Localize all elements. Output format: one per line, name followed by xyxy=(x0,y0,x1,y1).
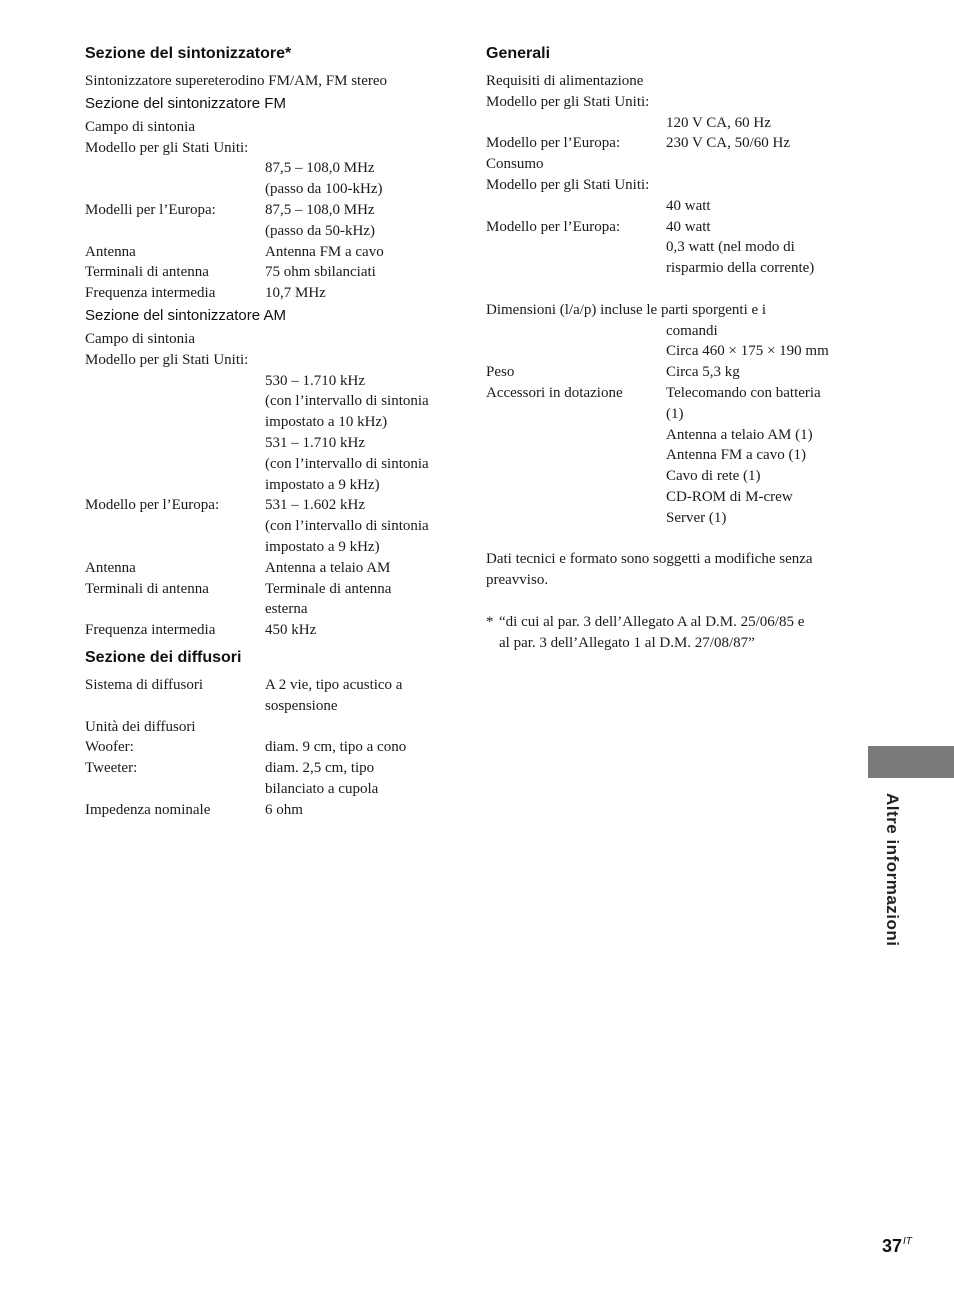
am-eu-note-a: (con l’intervallo di sintonia xyxy=(265,518,429,535)
power-eu-row xyxy=(486,133,856,154)
impedance-label: Impedenza nominale xyxy=(85,801,211,818)
weight-row xyxy=(486,362,856,383)
standby-value-cont: risparmio della corrente) xyxy=(666,260,815,277)
tweeter-value: diam. 2,5 cm, tipo xyxy=(265,760,375,777)
footnote-line-2: al par. 3 dell’Allegato 1 al D.M. 27/08/87” xyxy=(499,634,755,651)
am-eu-note-b: impostato a 9 kHz) xyxy=(265,538,380,555)
tuner-type: Sintonizzatore supereterodino FM/AM, FM stereo xyxy=(85,73,388,89)
power-us-label: Modello per gli Stati Uniti: xyxy=(486,93,650,110)
tuner-section-title: Sezione del sintonizzatore* xyxy=(85,45,292,62)
fm-if-value: 10,7 MHz xyxy=(265,285,326,302)
fm-if-row xyxy=(85,283,460,304)
accessories-row xyxy=(486,383,856,404)
footnote xyxy=(486,612,856,654)
am-eu-row xyxy=(85,495,460,516)
fm-terminals-row xyxy=(85,262,460,283)
impedance-row xyxy=(85,800,460,821)
am-antenna-value: Antenna a telaio AM xyxy=(265,559,391,576)
am-if-value: 450 kHz xyxy=(265,622,317,639)
page-number xyxy=(882,1236,912,1257)
consumption-us-value: 40 watt xyxy=(666,197,711,214)
fm-eu-value: 87,5 – 108,0 MHz xyxy=(265,201,375,218)
speakers-system-row xyxy=(85,675,460,696)
woofer-row xyxy=(85,737,460,758)
am-terminals-label: Terminali di antenna xyxy=(85,580,209,597)
consumption-eu-value: 40 watt xyxy=(666,218,711,235)
weight-value: Circa 5,3 kg xyxy=(666,364,740,381)
speakers-units-label: Unità dei diffusori xyxy=(85,718,196,735)
am-terminals-value-cont: esterna xyxy=(265,601,308,618)
footnote-line-1: “di cui al par. 3 dell’Allegato A al D.M. 25/06/85 e xyxy=(499,613,805,630)
disclaimer-cont: preavviso. xyxy=(486,572,549,589)
fm-range-label: Campo di sintonia xyxy=(85,118,195,135)
right-column xyxy=(486,40,856,653)
fm-subsection-title: Sezione del sintonizzatore FM xyxy=(85,94,286,112)
woofer-label: Woofer: xyxy=(85,739,134,756)
fm-us-label: Modello per gli Stati Uniti: xyxy=(85,139,249,156)
fm-eu-step: (passo da 50-kHz) xyxy=(265,222,375,239)
tweeter-value-cont: bilanciato a cupola xyxy=(265,780,379,797)
am-us-value-2: 531 – 1.710 kHz xyxy=(265,434,365,451)
tweeter-row xyxy=(85,758,460,779)
am-us-value-1: 530 – 1.710 kHz xyxy=(265,372,365,389)
accessory-item: Antenna FM a cavo (1) xyxy=(666,447,806,464)
accessory-item: (1) xyxy=(666,405,684,422)
fm-antenna-value: Antenna FM a cavo xyxy=(265,243,384,260)
footnote-mark: * xyxy=(486,613,494,630)
am-us-note-1a: (con l’intervallo di sintonia xyxy=(265,393,429,410)
general-section-title: Generali xyxy=(486,45,551,62)
disclaimer: Dati tecnici e formato sono soggetti a modifiche senza xyxy=(486,551,813,568)
side-tab-marker xyxy=(868,746,954,778)
woofer-value: diam. 9 cm, tipo a cono xyxy=(265,739,407,756)
standby-value: 0,3 watt (nel modo di xyxy=(666,239,795,256)
am-us-note-2a: (con l’intervallo di sintonia xyxy=(265,455,429,472)
fm-eu-row xyxy=(85,200,460,221)
fm-us-step: (passo da 100-kHz) xyxy=(265,181,383,198)
power-label: Requisiti di alimentazione xyxy=(486,73,644,89)
accessory-item: Server (1) xyxy=(666,509,727,526)
accessory-item: CD-ROM di M-crew xyxy=(666,488,793,505)
consumption-label: Consumo xyxy=(486,156,544,173)
am-antenna-row xyxy=(85,558,460,579)
page-number-value: 37 xyxy=(882,1236,903,1256)
am-if-row xyxy=(85,620,460,641)
am-eu-label: Modello per l’Europa: xyxy=(85,497,220,514)
fm-us-value: 87,5 – 108,0 MHz xyxy=(265,160,375,177)
am-us-note-1b: impostato a 10 kHz) xyxy=(265,414,388,431)
fm-antenna-row xyxy=(85,242,460,263)
accessory-item: Cavo di rete (1) xyxy=(666,468,761,485)
dimensions-label: Dimensioni (l/a/p) incluse le parti sporgenti e i xyxy=(486,301,767,318)
left-column xyxy=(85,40,460,821)
fm-if-label: Frequenza intermedia xyxy=(85,285,216,302)
am-terminals-value: Terminale di antenna xyxy=(265,580,392,597)
am-range-label: Campo di sintonia xyxy=(85,330,195,347)
accessories-label: Accessori in dotazione xyxy=(486,384,623,401)
power-us-value: 120 V CA, 60 Hz xyxy=(666,114,771,131)
am-antenna-label: Antenna xyxy=(85,559,136,576)
footnote-text xyxy=(499,612,856,654)
accessory-item: Telecomando con batteria xyxy=(666,384,821,401)
am-terminals-row xyxy=(85,579,460,600)
weight-label: Peso xyxy=(486,364,515,381)
dimensions-value: Circa 460 × 175 × 190 mm xyxy=(666,343,829,360)
consumption-eu-row xyxy=(486,217,856,238)
fm-terminals-value: 75 ohm sbilanciati xyxy=(265,264,376,281)
speakers-system-label: Sistema di diffusori xyxy=(85,676,204,693)
am-eu-value: 531 – 1.602 kHz xyxy=(265,497,365,514)
page-number-suffix: IT xyxy=(903,1236,912,1247)
power-eu-label: Modello per l’Europa: xyxy=(486,135,621,152)
tweeter-label: Tweeter: xyxy=(85,760,138,777)
am-subsection-title: Sezione del sintonizzatore AM xyxy=(85,306,286,324)
dimensions-label-cont: comandi xyxy=(666,322,718,339)
impedance-value: 6 ohm xyxy=(265,801,303,818)
fm-eu-label: Modelli per l’Europa: xyxy=(85,201,216,218)
power-eu-value: 230 V CA, 50/60 Hz xyxy=(666,135,791,152)
accessory-item: Antenna a telaio AM (1) xyxy=(666,426,813,443)
am-if-label: Frequenza intermedia xyxy=(85,622,216,639)
consumption-us-label: Modello per gli Stati Uniti: xyxy=(486,176,650,193)
am-us-label: Modello per gli Stati Uniti: xyxy=(85,351,249,368)
fm-terminals-label: Terminali di antenna xyxy=(85,264,209,281)
speakers-system-value: A 2 vie, tipo acustico a xyxy=(265,676,403,693)
side-tab-label: Altre informazioni xyxy=(883,793,902,947)
fm-antenna-label: Antenna xyxy=(85,243,136,260)
speakers-system-value-cont: sospensione xyxy=(265,697,338,714)
consumption-eu-label: Modello per l’Europa: xyxy=(486,218,621,235)
am-us-note-2b: impostato a 9 kHz) xyxy=(265,476,380,493)
speakers-section-title: Sezione dei diffusori xyxy=(85,648,242,666)
